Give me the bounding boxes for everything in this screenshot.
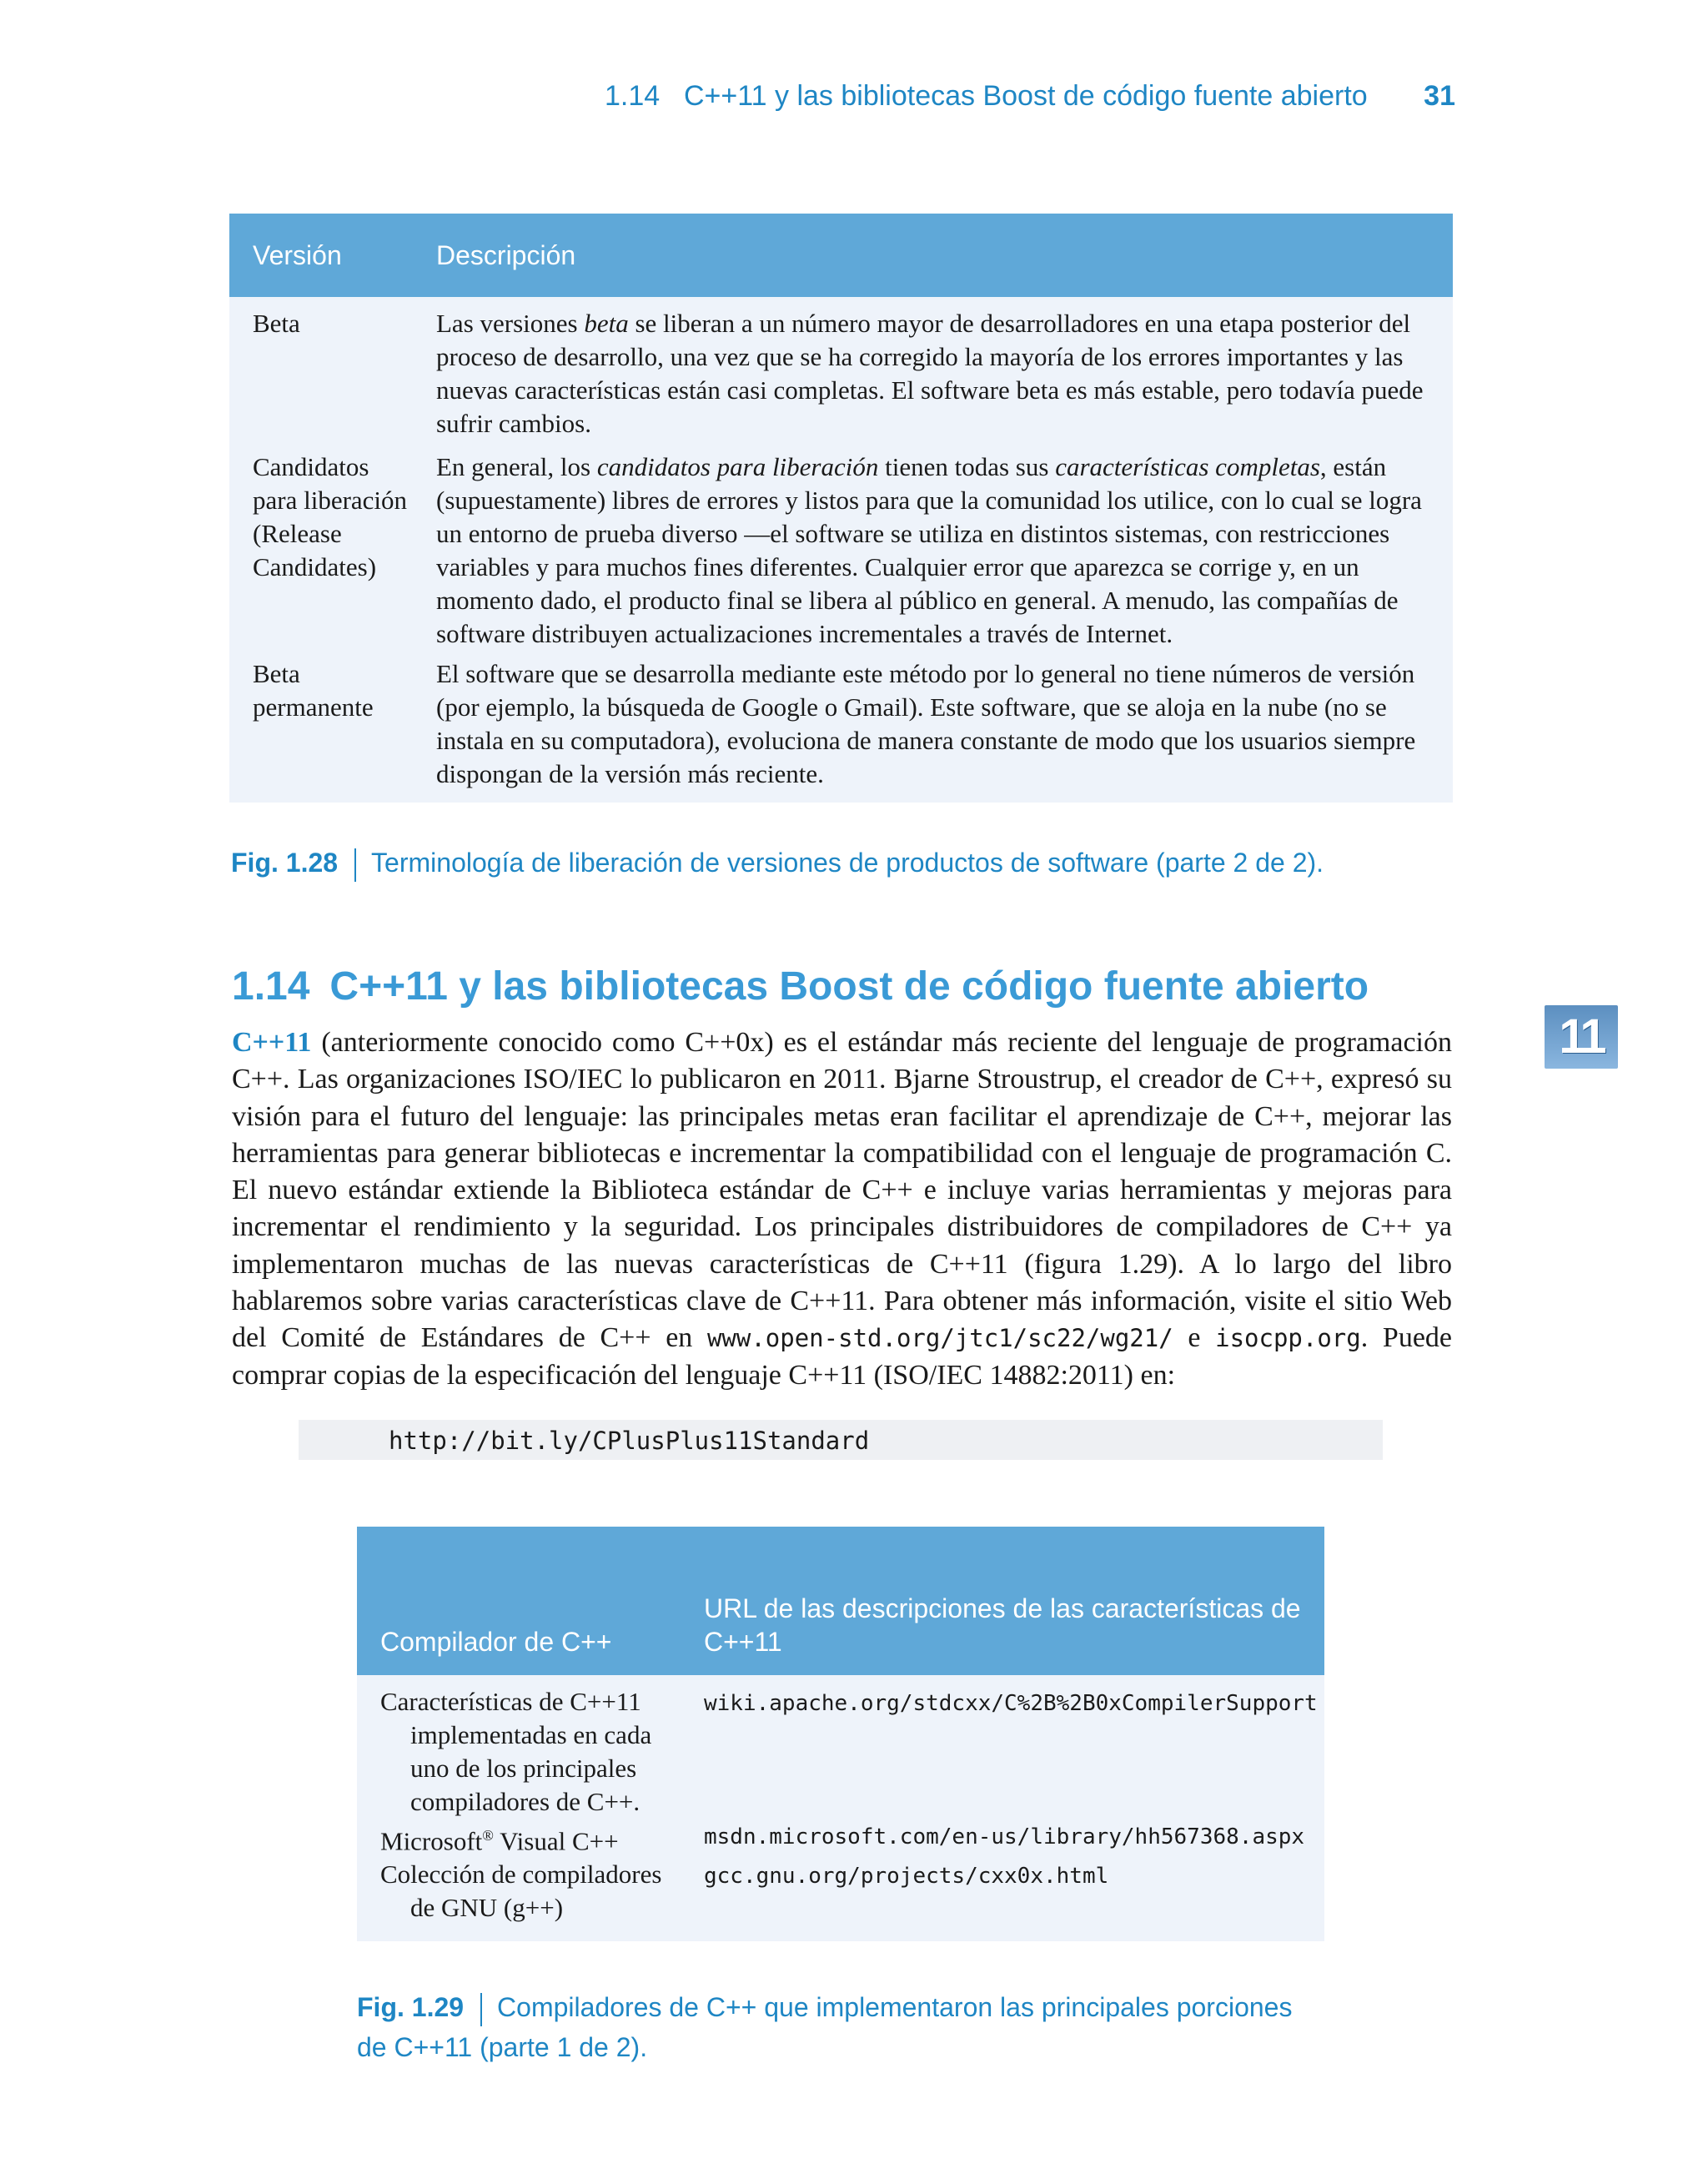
- compiler-name: Colección de compiladores de GNU (g++): [380, 1859, 662, 1923]
- description-cell: [413, 297, 1453, 450]
- header-url: URL de las descripciones de las características de C++11: [681, 1527, 1324, 1675]
- header-compiler: Compilador de C++: [357, 1527, 681, 1675]
- url-link[interactable]: www.open-std.org/jtc1/sc22/wg21/: [706, 1324, 1173, 1353]
- description-text: tienen todas sus: [878, 452, 1056, 481]
- url-link[interactable]: msdn.microsoft.com/en-us/library/hh567368.aspx: [704, 1824, 1305, 1849]
- running-head-section-number: 1.14: [605, 80, 661, 112]
- registered-mark: ®: [482, 1827, 494, 1844]
- paragraph-text: e: [1173, 1322, 1216, 1354]
- table-header-row: [229, 214, 1453, 297]
- description-text: Las versiones: [436, 309, 585, 338]
- version-terminology-table: [229, 214, 1453, 803]
- paragraph-text: . Puede comprar copias de la especificación del lenguaje C++11 (ISO/IEC 14882:2011) en:: [232, 1322, 1453, 1391]
- key-term: C++11: [232, 1027, 312, 1058]
- compiler-cell: [357, 1819, 681, 1858]
- caption-divider: [480, 1993, 482, 2026]
- figure-label: Fig. 1.29: [357, 1992, 465, 2022]
- term-cell: Candidatos para liberación (Release Candidates): [229, 450, 413, 657]
- term-cell: Beta: [229, 297, 413, 450]
- description-cell: [413, 450, 1453, 657]
- description-text: se liberan a un número mayor de desarrolladores en una etapa posterior del proceso de desarrollo, una vez que se ha corregido la mayoría de los errores importantes y las nuevas características están casi completas. El software beta es más estable, pero todavía puede sufrir cambios.: [436, 309, 1424, 438]
- emphasis-text: características completas: [1055, 452, 1320, 481]
- table-row: [357, 1819, 1324, 1858]
- table-row: [229, 450, 1453, 657]
- section-heading: [232, 964, 1369, 1009]
- paragraph-text: (anteriormente conocido como C++0x) es el estándar más reciente del lenguaje de programación C++. Las organizaciones ISO/IEC lo publicaron en 2011. Bjarne Stroustrup, el creador de C++, expresó su visión para el futuro del lenguaje: las principales metas eran facilitar el aprendizaje de C++, mejorar las herramientas para generar bibliotecas e incrementar la compatibilidad con el lenguaje de programación C. El nuevo estándar extiende la Biblioteca estándar de C++ e incluye varias herramientas y mejoras para incrementar el rendimiento y la seguridad. Los principales distribuidores de compiladores de C++ ya implementaron muchas de las nuevas características de C++11 (figura 1.29). A lo largo del libro hablaremos sobre varias características clave de C++11. Para obtener más información, visite el sitio Web del Comité de Estándares de C++ en: [232, 1027, 1452, 1354]
- header-description: Descripción: [413, 214, 1453, 297]
- compiler-cell: [357, 1858, 681, 1941]
- figure-caption-1-28: [231, 843, 1324, 883]
- compiler-name-text: Microsoft: [380, 1826, 483, 1856]
- figure-caption-1-29: [357, 1987, 1292, 2067]
- description-cell: El software que se desarrolla mediante este método por lo general no tiene números de versión (por ejemplo, la búsqueda de Google o Gmail). Este software, que se aloja en la nube (no se instala en su computadora), evoluciona de manera constante de modo que los usuarios siempre dispongan de la versión más reciente.: [413, 657, 1453, 803]
- header-version: Versión: [229, 214, 413, 297]
- compiler-cell: [357, 1675, 681, 1819]
- url-cell: [681, 1819, 1324, 1858]
- table-row: [229, 657, 1453, 803]
- figure-label: Fig. 1.28: [231, 848, 339, 878]
- code-url-box: [299, 1420, 1383, 1460]
- url-link[interactable]: gcc.gnu.org/projects/cxx0x.html: [704, 1864, 1109, 1890]
- figure-caption-text: Compiladores de C++ que implementaron las principales porciones: [497, 1992, 1293, 2022]
- table-row: [229, 297, 1453, 450]
- caption-divider: [354, 848, 356, 882]
- url-link[interactable]: wiki.apache.org/stdcxx/C%2B%2B0xCompilerSupport: [704, 1691, 1318, 1716]
- table-header-row: [357, 1527, 1324, 1675]
- standard-url[interactable]: http://bit.ly/CPlusPlus11Standard: [389, 1427, 870, 1455]
- cpp11-badge-icon: [1545, 1005, 1618, 1069]
- page-number: 31: [1424, 80, 1455, 112]
- compiler-table: [357, 1527, 1324, 1941]
- url-link[interactable]: isocpp.org: [1215, 1324, 1361, 1353]
- running-head-title: C++11 y las bibliotecas Boost de código fuente abierto: [684, 80, 1368, 112]
- url-cell: [681, 1675, 1324, 1819]
- table-row: [357, 1858, 1324, 1941]
- emphasis-text: candidatos para liberación: [596, 452, 879, 481]
- figure-caption-text: de C++11 (parte 1 de 2).: [357, 2032, 648, 2062]
- running-head: [605, 80, 1455, 122]
- compiler-name: [380, 1819, 681, 1858]
- term-cell: Beta permanente: [229, 657, 413, 803]
- emphasis-text: beta: [584, 309, 629, 338]
- description-text: En general, los: [436, 452, 597, 481]
- section-number: 1.14: [232, 964, 310, 1009]
- figure-caption-text: Terminología de liberación de versiones de productos de software (parte 2 de 2).: [371, 848, 1324, 878]
- description-text: , están (supuestamente) libres de errores y listos para que la comunidad los utilice, con lo cual se logra un entorno de prueba diverso —el software se utiliza en distintos sistemas, con restricciones variables y para muchos fines diferentes. Cualquier error que aparezca se corrige y, en un momento dado, el producto final se libera al público en general. A menudo, las compañías de software distribuyen actualizaciones incrementales a través de Internet.: [436, 452, 1422, 648]
- badge-text: 11: [1559, 1009, 1604, 1064]
- compiler-name: Características de C++11 implementadas en cada uno de los principales compiladores de C++.: [380, 1687, 652, 1816]
- section-title: C++11 y las bibliotecas Boost de código fuente abierto: [329, 964, 1369, 1009]
- url-cell: [681, 1858, 1324, 1941]
- table-row: [357, 1675, 1324, 1819]
- body-paragraph: [232, 1024, 1452, 1394]
- compiler-name-text: Visual C++: [493, 1826, 619, 1856]
